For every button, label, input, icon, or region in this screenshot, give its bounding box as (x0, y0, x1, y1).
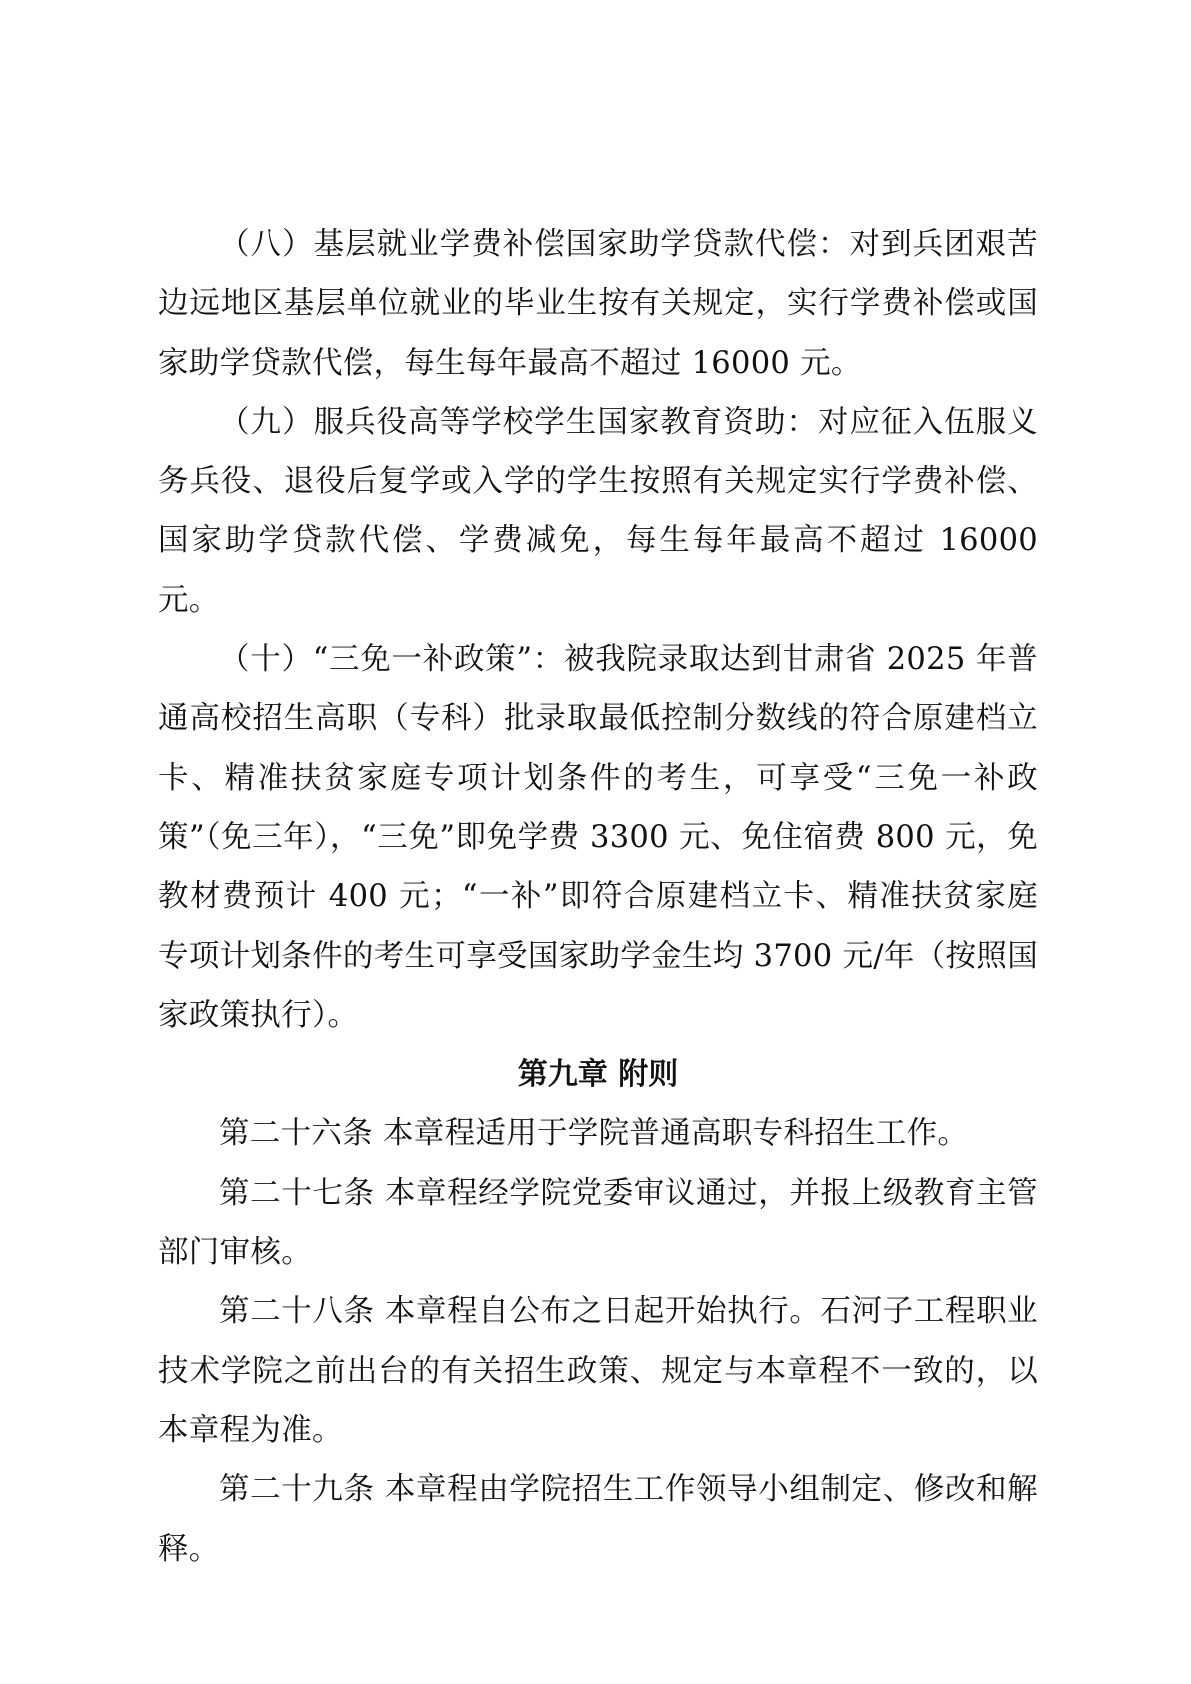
article-27-text: 本章程经学院党委审议通过，并报上级教育主管部门审核。 (158, 1175, 1038, 1271)
section-8-paragraph: （八）基层就业学费补偿国家助学贷款代偿：对到兵团艰苦边远地区基层单位就业的毕业生按有关规定，实行学费补偿或国家助学贷款代偿，每生每年最高不超过 16000 元。 (158, 227, 1038, 381)
document-page (158, 215, 1038, 1579)
article-26-label: 第二十六条 (219, 1116, 373, 1152)
chapter-9-title: 第九章 附则 (517, 1057, 679, 1093)
article-27 (158, 1164, 1038, 1283)
section-9-paragraph: （九）服兵役高等学校学生国家教育资助：对应征入伍服义务兵役、退役后复学或入学的学生按照有关规定实行学费补偿、国家助学贷款代偿、学费减免，每生每年最高不超过 16000 元。 (158, 404, 1038, 618)
article-28-text: 本章程自公布之日起开始执行。石河子工程职业技术学院之前出台的有关招生政策、规定与本章程不一致的，以本章程为准。 (158, 1294, 1038, 1448)
section-10-paragraph: （十）“三免一补政策”：被我院录取达到甘肃省 2025 年普通高校招生高职（专科）批录取最低控制分数线的符合原建档立卡、精准扶贫家庭专项计划条件的考生，可享受“三免一补政策”（免三年），“三免”即免学费 3300 元、免住宿费 800 元，免教材费预计 400 元；“一补”即符合原建档立卡、精准扶贫家庭专项计划条件的考生可享受国家助学金生均 3700 元/年（按照国家政策执行）。 (158, 642, 1038, 1033)
article-29 (158, 1460, 1038, 1579)
article-28 (158, 1282, 1038, 1460)
article-28-label: 第二十八条 (219, 1294, 375, 1330)
article-29-text: 本章程由学院招生工作领导小组制定、修改和解释。 (158, 1472, 1038, 1567)
article-26-text: 本章程适用于学院普通高职专科招生工作。 (383, 1116, 969, 1152)
article-29-label: 第二十九条 (219, 1472, 375, 1508)
article-26 (158, 1104, 1038, 1163)
article-27-label: 第二十七条 (219, 1175, 375, 1211)
